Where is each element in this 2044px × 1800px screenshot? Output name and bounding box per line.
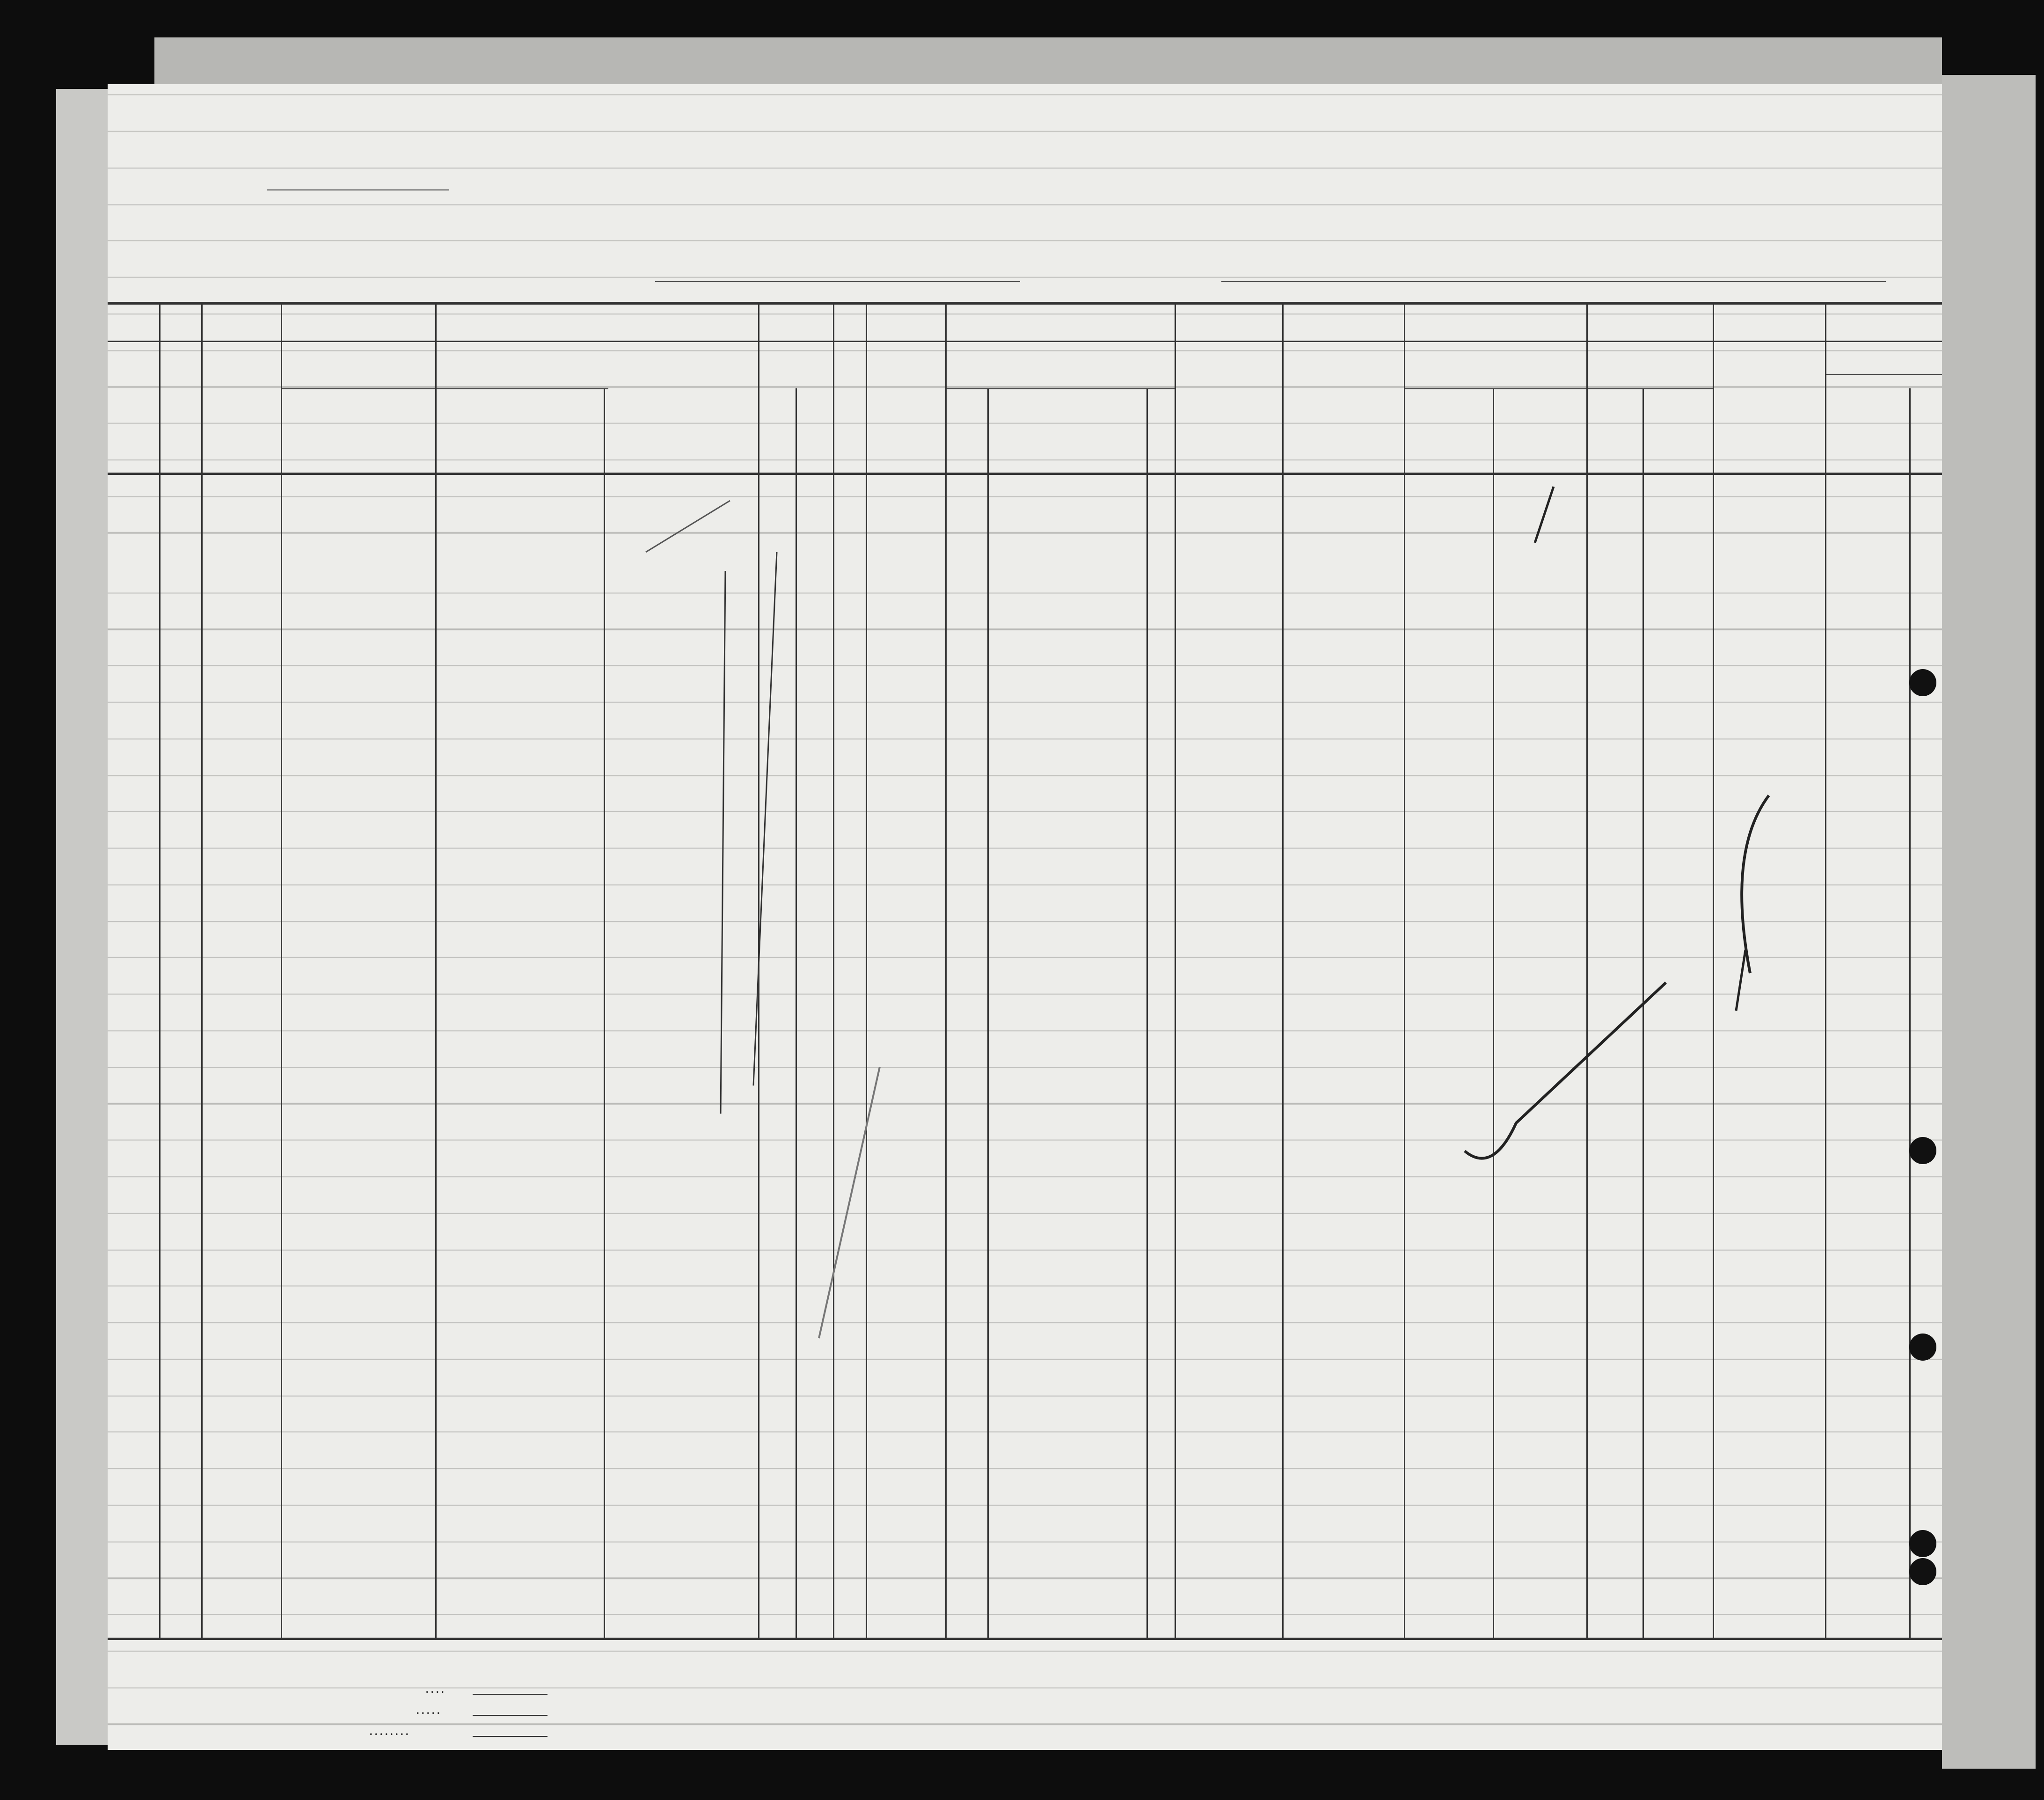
footer-line: [473, 1715, 548, 1716]
backing-sheet-top: [154, 37, 1942, 89]
footer-dots: . . . . . . . .: [370, 1726, 409, 1737]
footer-line: [473, 1736, 548, 1737]
footer-line: [473, 1694, 548, 1695]
punch-hole: [1909, 669, 1936, 696]
check-strokes: [108, 84, 1942, 1750]
backing-sheet-right: [1942, 75, 2036, 1769]
punch-hole: [1909, 1137, 1936, 1164]
manifest-sheet: [108, 84, 1942, 1750]
footer-dots: . . . . .: [416, 1705, 440, 1716]
punch-hole: [1909, 1334, 1936, 1361]
punch-hole: [1909, 1530, 1936, 1557]
punch-hole: [1909, 1558, 1936, 1585]
backing-sheet-left: [56, 89, 110, 1745]
footer-dots: . . . .: [426, 1683, 444, 1695]
